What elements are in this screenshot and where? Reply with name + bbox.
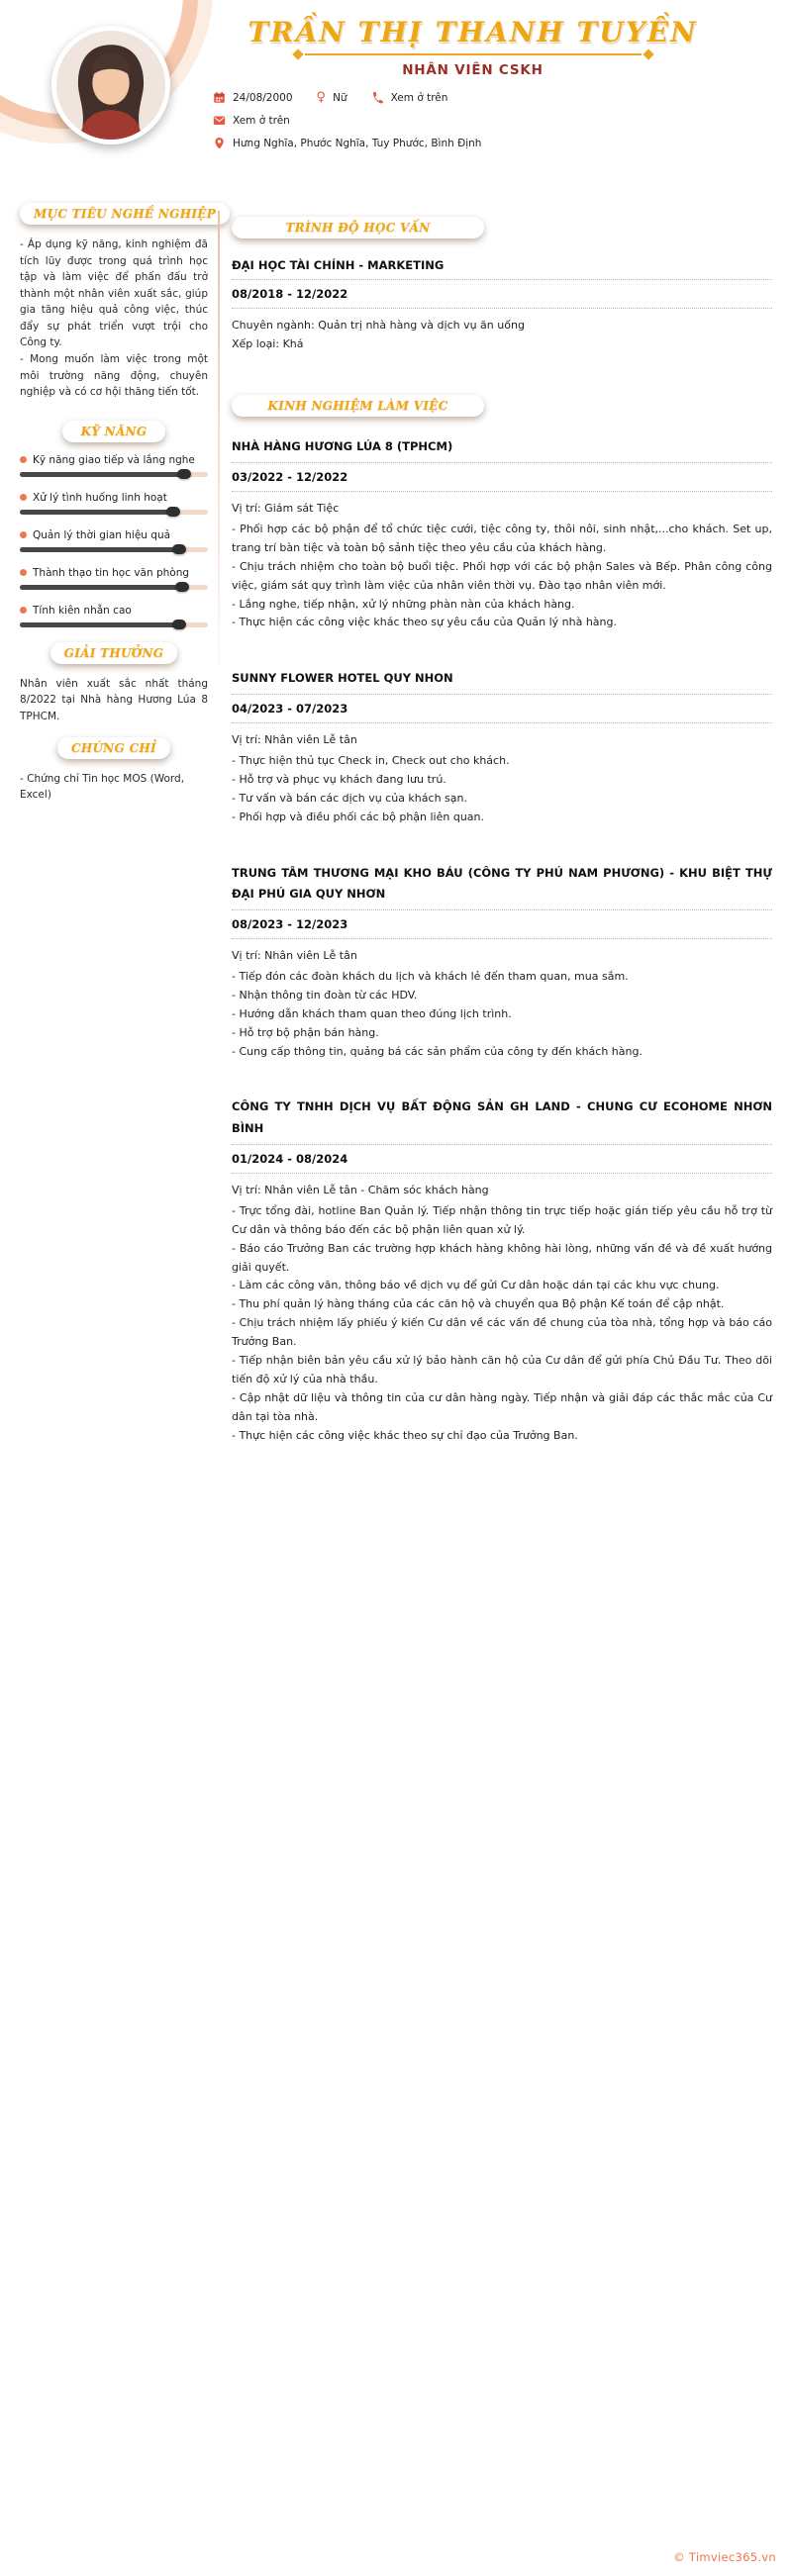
certificate-text: - Chứng chỉ Tin học MOS (Word, Excel) (20, 772, 185, 802)
dob-field (213, 91, 293, 104)
skill-label: Kỹ năng giao tiếp và lắng nghe (33, 453, 195, 466)
email-field (213, 114, 290, 127)
avatar-illustration (56, 31, 165, 140)
gender-field (317, 91, 347, 104)
skill-label-row (20, 605, 208, 617)
objective-paragraph: - Mong muốn làm việc trong một môi trường năng động, chuyên nghiệp và có cơ hội thăng tiến tốt. (20, 353, 208, 399)
job-duties (232, 521, 772, 632)
company-name: NHÀ HÀNG HƯƠNG LÚA 8 (TPHCM) (232, 436, 772, 463)
skill-slider-fill (20, 622, 180, 627)
calendar-icon (213, 91, 226, 104)
left-column (20, 203, 217, 1481)
skill-slider (20, 585, 208, 590)
skill-label-row (20, 492, 208, 504)
skill-item (20, 492, 208, 515)
skill-slider-thumb (166, 507, 180, 517)
candidate-name: TRẦN THỊ THANH TUYỀN (248, 16, 698, 48)
education-major: Chuyên ngành: Quản trị nhà hàng và dịch vụ ăn uống (232, 319, 525, 332)
skill-slider (20, 510, 208, 515)
skill-slider-thumb (172, 620, 186, 629)
job-duties (232, 968, 772, 1062)
job-period: 03/2022 - 12/2022 (232, 463, 772, 492)
bullet-dot-icon (20, 531, 27, 538)
education-period: 08/2018 - 12/2022 (232, 280, 772, 309)
job-bullet: - Cung cấp thông tin, quảng bá các sản phẩm của công ty đến khách hàng. (232, 1044, 643, 1058)
section-heading-skills: KỸ NĂNG (62, 421, 165, 442)
header (183, 16, 762, 159)
skill-item (20, 605, 208, 627)
job-position: Vị trí: Nhân viên Lễ tân (232, 949, 357, 963)
content-columns (20, 203, 772, 1481)
skill-item (20, 529, 208, 552)
education-school: ĐẠI HỌC TÀI CHÍNH - MARKETING (232, 258, 772, 280)
section-heading-education: TRÌNH ĐỘ HỌC VẤN (232, 217, 484, 239)
skill-slider-fill (20, 547, 180, 552)
contact-row (213, 91, 762, 104)
job-duties (232, 752, 772, 827)
job-bullet: - Tư vấn và bán các dịch vụ của khách sạn. (232, 791, 467, 805)
job-bullet: - Báo cáo Trưởng Ban các trường hợp khách hàng không hài lòng, những vấn đề và đề xuất hướng giải quyết. (232, 1241, 772, 1274)
skill-slider-fill (20, 585, 183, 590)
phone-field (371, 91, 448, 104)
experience-section (232, 395, 772, 1445)
skill-slider (20, 547, 208, 552)
bullet-dot-icon (20, 456, 27, 463)
watermark-credit: © Timviec365.vn (673, 2550, 776, 2564)
job-position: Vị trí: Nhân viên Lễ tân - Chăm sóc khách hàng (232, 1184, 489, 1197)
name-underline-decoration (305, 53, 642, 55)
section-heading-objective: MỤC TIÊU NGHỀ NGHIỆP (20, 203, 230, 225)
contact-row (213, 114, 762, 127)
contact-row (213, 137, 762, 149)
skill-label: Xử lý tình huống linh hoạt (33, 491, 167, 504)
skill-slider (20, 472, 208, 477)
experience-entry (232, 668, 772, 826)
location-icon (213, 137, 226, 149)
experience-list (232, 436, 772, 1445)
skill-label-row (20, 529, 208, 541)
avatar (51, 26, 170, 144)
skill-slider (20, 622, 208, 627)
skill-slider-thumb (172, 544, 186, 554)
objective-paragraph: - Áp dụng kỹ năng, kinh nghiệm đã tích lũy được trong quá trình học tập và làm việc để phấn đấu trở thành một nhân viên xuất sắc, giúp gia tăng hiệu quả công việc, thúc đẩy sự phát triển vượt trội cho Công ty. (20, 239, 208, 349)
objective-section (20, 203, 217, 401)
skills-section (20, 421, 208, 627)
job-bullet: - Tiếp nhận biên bản yêu cầu xử lý bảo hành căn hộ của Cư dân để gửi phía Chủ Đầu Tư. Theo dõi tiến độ xử lý của nhà thầu. (232, 1354, 772, 1385)
job-bullet: - Hướng dẫn khách tham quan theo đúng lịch trình. (232, 1006, 512, 1020)
job-period: 01/2024 - 08/2024 (232, 1145, 772, 1174)
job-bullet: - Thực hiện thủ tục Check in, Check out cho khách. (232, 753, 510, 767)
job-bullet: - Tiếp đón các đoàn khách du lịch và khách lẻ đến tham quan, mua sắm. (232, 969, 629, 983)
job-bullet: - Thu phí quản lý hàng tháng của các căn hộ và chuyển qua Bộ phận Kế toán để cập nhật. (232, 1297, 725, 1311)
award-text: Nhân viên xuất sắc nhất tháng 8/2022 tại Nhà hàng Hương Lúa 8 TPHCM. (20, 677, 208, 722)
skill-label-row (20, 567, 208, 579)
bullet-dot-icon (20, 494, 27, 501)
section-heading-certificates: CHỨNG CHỈ (57, 737, 170, 759)
phone-value: Xem ở trên (390, 91, 448, 104)
section-heading-experience: KINH NGHIỆM LÀM VIỆC (232, 395, 484, 417)
gender-icon: ♀ (316, 90, 327, 105)
certificates-section (20, 737, 208, 804)
email-value: Xem ở trên (233, 114, 290, 127)
skill-label-row (20, 454, 208, 466)
experience-entry (232, 436, 772, 632)
skill-slider-thumb (175, 582, 189, 592)
job-bullet: - Trực tổng đài, hotline Ban Quản lý. Tiếp nhận thông tin trực tiếp hoặc gián tiếp yêu cầu hỗ trợ từ Cư dân và thông báo đến các bộ phận liên quan xử lý. (232, 1203, 772, 1236)
experience-entry (232, 863, 772, 1062)
gender-value: Nữ (333, 91, 347, 104)
job-bullet: - Nhận thông tin đoàn từ các HDV. (232, 988, 418, 1002)
job-bullet: - Phối hợp các bộ phận để tổ chức tiệc cưới, tiệc công ty, thôi nôi, sinh nhật,...cho khách. Set up, trang trí bàn tiệc và toàn bộ sảnh tiệc theo yêu cầu của khách hàng. (232, 522, 772, 554)
job-duties (232, 1202, 772, 1446)
education-section (232, 217, 772, 353)
job-position: Vị trí: Nhân viên Lễ tân (232, 733, 357, 747)
bullet-dot-icon (20, 607, 27, 614)
job-bullet: - Lắng nghe, tiếp nhận, xử lý những phàn nàn của khách hàng. (232, 597, 575, 611)
experience-entry (232, 1097, 772, 1445)
skill-label: Thành thạo tin học văn phòng (33, 566, 190, 579)
skills-list (20, 454, 208, 627)
address-value: Hưng Nghĩa, Phước Nghĩa, Tuy Phước, Bình Định (233, 137, 482, 149)
education-grade: Xếp loại: Khá (232, 336, 304, 350)
candidate-job-title: NHÂN VIÊN CSKH (402, 62, 544, 78)
section-heading-awards: GIẢI THƯỞNG (50, 642, 178, 664)
job-bullet: - Làm các công văn, thông báo về dịch vụ để gửi Cư dân hoặc dán tại các khu vực chung. (232, 1279, 720, 1292)
job-bullet: - Hỗ trợ và phục vụ khách đang lưu trú. (232, 772, 446, 786)
contact-info (183, 91, 762, 149)
job-period: 08/2023 - 12/2023 (232, 910, 772, 939)
address-field (213, 137, 481, 149)
dob-value: 24/08/2000 (233, 91, 293, 104)
job-bullet: - Cập nhật dữ liệu và thông tin của cư dân hàng ngày. Tiếp nhận và giải đáp các thắc mắc của Cư dân tại tòa nhà. (232, 1390, 772, 1423)
job-bullet: - Hỗ trợ bộ phận bán hàng. (232, 1025, 379, 1039)
skill-label: Tính kiên nhẫn cao (33, 604, 132, 617)
job-bullet: - Phối hợp và điều phối các bộ phận liên quan. (232, 810, 485, 823)
company-name: CÔNG TY TNHH DỊCH VỤ BẤT ĐỘNG SẢN GH LAND - CHUNG CƯ ECOHOME NHƠN BÌNH (232, 1097, 772, 1145)
job-period: 04/2023 - 07/2023 (232, 695, 772, 723)
bullet-dot-icon (20, 569, 27, 576)
right-column (232, 203, 772, 1481)
job-bullet: - Chịu trách nhiệm cho toàn bộ buổi tiệc. Phối hợp với các bộ phận Sales và Bếp. Phân công công việc, giám sát quy trình làm việc của nhân viên thời vụ. Đào tạo nhân viên mới. (232, 559, 772, 592)
job-position: Vị trí: Giám sát Tiệc (232, 502, 340, 516)
skill-slider-thumb (177, 469, 191, 479)
phone-icon (371, 91, 384, 104)
company-name: TRUNG TÂM THƯƠNG MẠI KHO BÁU (CÔNG TY PHÚ NAM PHƯƠNG) - KHU BIỆT THỰ ĐẠI PHÚ GIA QUY NHƠN (232, 863, 772, 911)
skill-slider-fill (20, 472, 185, 477)
skill-label: Quản lý thời gian hiệu quả (33, 528, 171, 541)
job-bullet: - Thực hiện các công việc khác theo sự chỉ đạo của Trưởng Ban. (232, 1428, 578, 1442)
skill-slider-fill (20, 510, 174, 515)
awards-section (20, 642, 208, 725)
job-bullet: - Chịu trách nhiệm lấy phiếu ý kiến Cư dân về các vấn đề chung của tòa nhà, tổng hợp và báo cáo Trưởng Ban. (232, 1316, 772, 1349)
company-name: SUNNY FLOWER HOTEL QUY NHON (232, 668, 772, 695)
skill-item (20, 454, 208, 477)
job-bullet: - Thực hiện các công việc khác theo sự yêu cầu của Quản lý nhà hàng. (232, 616, 617, 629)
skill-item (20, 567, 208, 590)
email-icon (213, 114, 226, 127)
